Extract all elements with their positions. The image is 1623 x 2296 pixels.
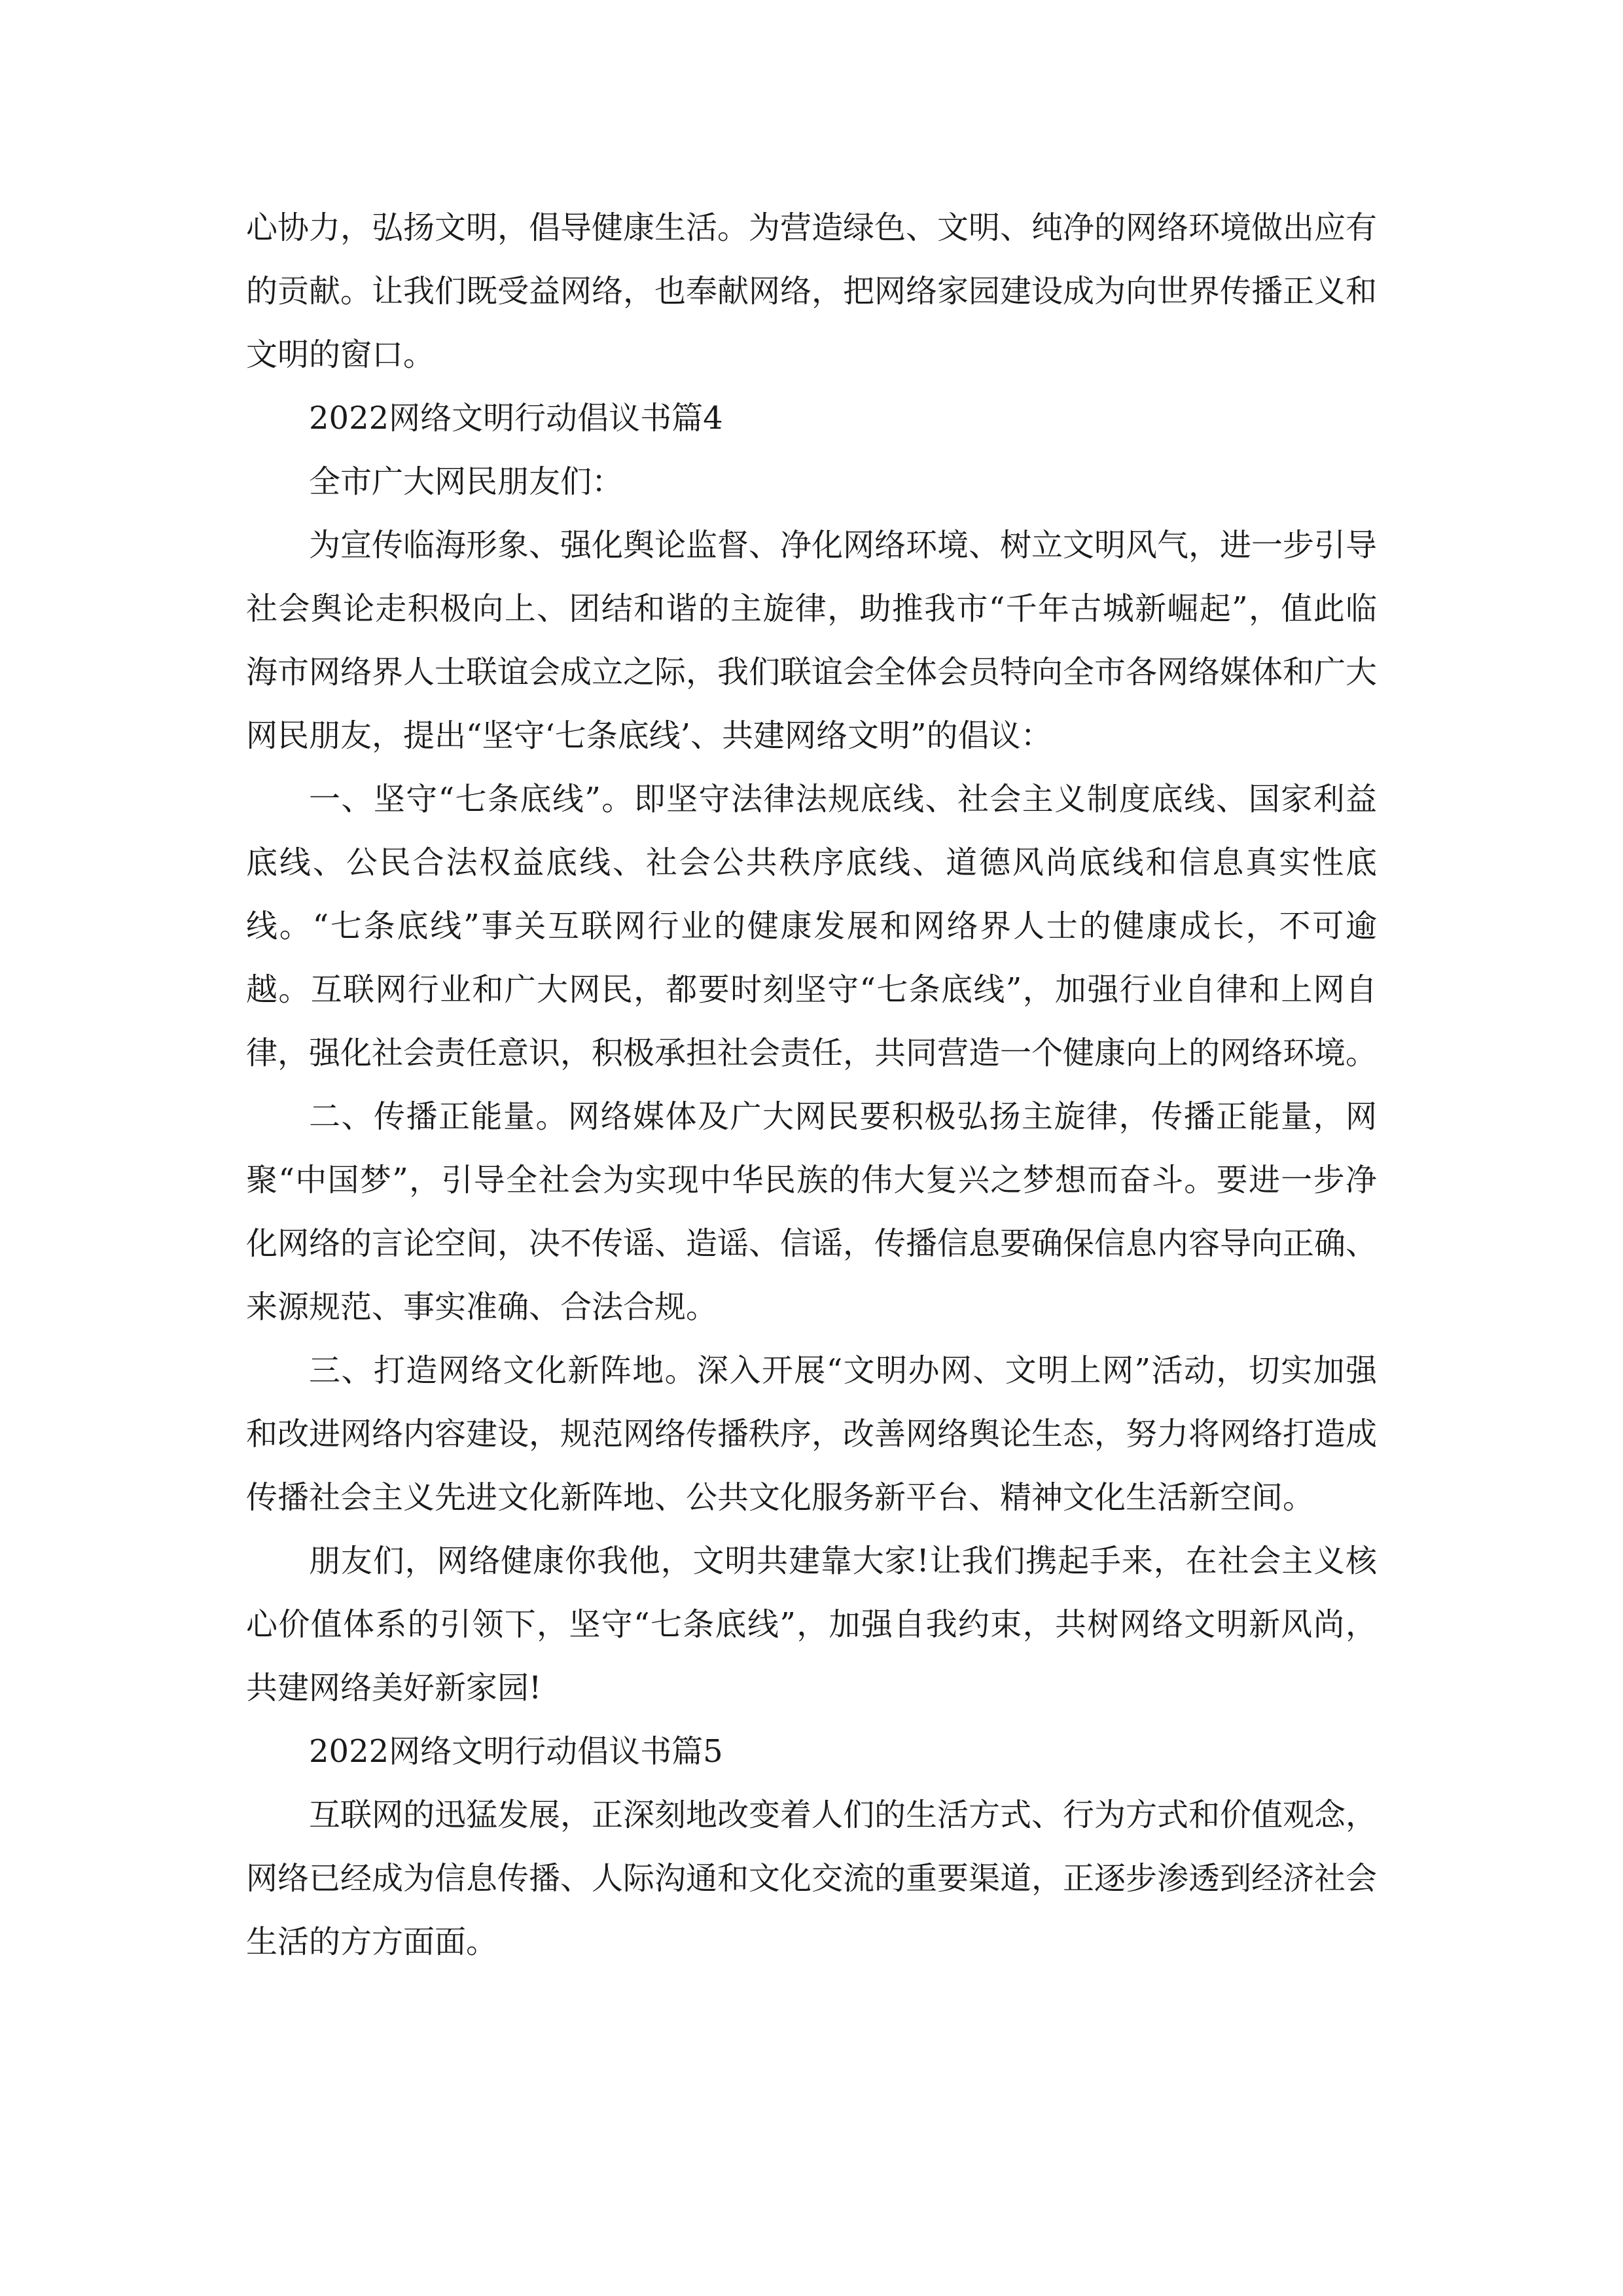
document-body <box>246 196 1377 1974</box>
salutation: 全市广大网民朋友们： <box>309 463 624 500</box>
paragraph-point-three: 三、打造网络文化新阵地。深入开展“文明办网、文明上网”活动，切实加强和改进网络内容建设，规范网络传播秩序，改善网络舆论生态，努力将网络打造成传播社会主义先进文化新阵地、公共文化服务新平台、精神文化生活新空间。 <box>246 1352 1378 1516</box>
paragraph-part-5-intro: 互联网的迅猛发展，正深刻地改变着人们的生活方式、行为方式和价值观念，网络已经成为信息传播、人际沟通和文化交流的重要渠道，正逐步渗透到经济社会生活的方方面面。 <box>246 1797 1378 1960</box>
paragraph-intro: 为宣传临海形象、强化舆论监督、净化网络环境、树立文明风气，进一步引导社会舆论走积极向上、团结和谐的主旋律，助推我市“千年古城新崛起”，值此临海市网络界人士联谊会成立之际，我们联谊会全体会员特向全市各网络媒体和广大网民朋友，提出“坚守‘七条底线’、共建网络文明”的倡议： <box>246 527 1378 754</box>
paragraph-point-one: 一、坚守“七条底线”。即坚守法律法规底线、社会主义制度底线、国家利益底线、公民合法权益底线、社会公共秩序底线、道德风尚底线和信息真实性底线。“七条底线”事关互联网行业的健康发展和网络界人士的健康成长，不可逾越。互联网行业和广大网民，都要时刻坚守“七条底线”，加强行业自律和上网自律，强化社会责任意识，积极承担社会责任，共同营造一个健康向上的网络环境。 <box>246 781 1378 1071</box>
paragraph-closing: 朋友们，网络健康你我他，文明共建靠大家!让我们携起手来，在社会主义核心价值体系的引领下，坚守“七条底线”，加强自我约束，共树网络文明新风尚，共建网络美好新家园! <box>246 1543 1377 1706</box>
section-heading-part-4: 2022网络文明行动倡议书篇4 <box>309 400 723 437</box>
paragraph-continued: 心协力，弘扬文明，倡导健康生活。为营造绿色、文明、纯净的网络环境做出应有的贡献。让我们既受益网络，也奉献网络，把网络家园建设成为向世界传播正义和文明的窗口。 <box>246 209 1378 373</box>
section-heading-part-5: 2022网络文明行动倡议书篇5 <box>309 1733 723 1770</box>
paragraph-point-two: 二、传播正能量。网络媒体及广大网民要积极弘扬主旋律，传播正能量，网聚“中国梦”，引导全社会为实现中华民族的伟大复兴之梦想而奋斗。要进一步净化网络的言论空间，决不传谣、造谣、信谣，传播信息要确保信息内容导向正确、来源规范、事实准确、合法合规。 <box>246 1098 1378 1325</box>
